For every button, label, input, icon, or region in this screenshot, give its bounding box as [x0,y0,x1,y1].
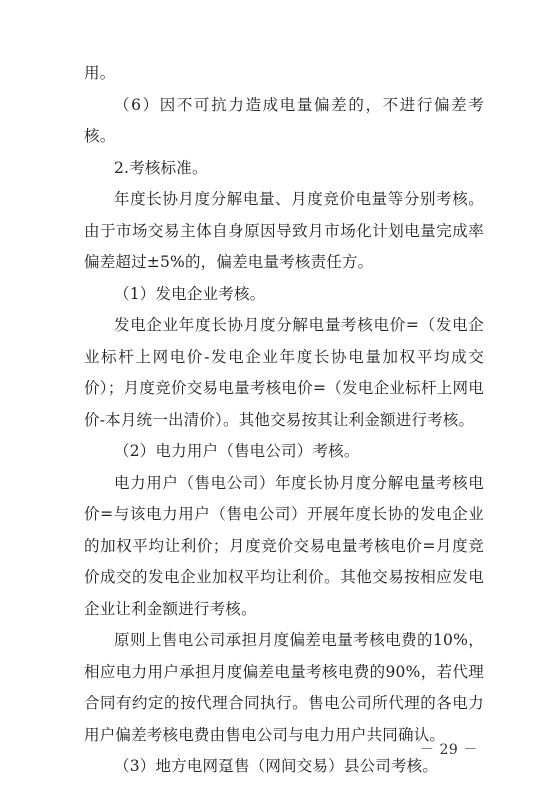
paragraph-fee-sharing: 原则上售电公司承担月度偏差电量考核电费的10%，相应电力用户承担月度偏差电量考核电费的90%，若代理合同有约定的按代理合同执行。售电公司所代理的各电力用户偏差考核电费由售电公司与电力用户共同确认。 [84,631,484,744]
paragraph-force-majeure: （6）因不可抗力造成电量偏差的，不进行偏差考核。 [84,95,484,145]
subheading-generator-assessment: （1）发电企业考核。 [114,284,266,303]
page-number: － 29 － [420,742,478,758]
document-body [84,58,484,783]
subheading-user-assessment: （2）电力用户（售电公司）考核。 [114,442,360,460]
paragraph-user-price: 电力用户（售电公司）年度长协月度分解电量考核电价=与该电力用户（售电公司）开展年度长协的发电企业的加权平均让利价；月度竞价交易电量考核电价=月度竞价成交的发电企业加权平均让利价。其他交易按相应发电企业让利金额进行考核。 [84,473,484,618]
paragraph-assessment-overview: 年度长协月度分解电量、月度竞价电量等分别考核。由于市场交易主体自身原因导致月市场化计划电量完成率偏差超过±5%的，偏差电量考核责任方。 [84,190,484,271]
paragraph-continuation: 用。 [84,64,116,82]
section-heading-assessment-standard: 2.考核标准。 [114,158,208,177]
subheading-local-grid-assessment: （3）地方电网趸售（网间交易）县公司考核。 [114,757,439,775]
paragraph-generator-price: 发电企业年度长协月度分解电量考核电价=（发电企业标杆上网电价-发电企业年度长协电量加权平均成交价）；月度竞价交易电量考核电价=（发电企业标杆上网电价-本月统一出清价）。其他交易按其让利金额进行考核。 [84,316,484,429]
